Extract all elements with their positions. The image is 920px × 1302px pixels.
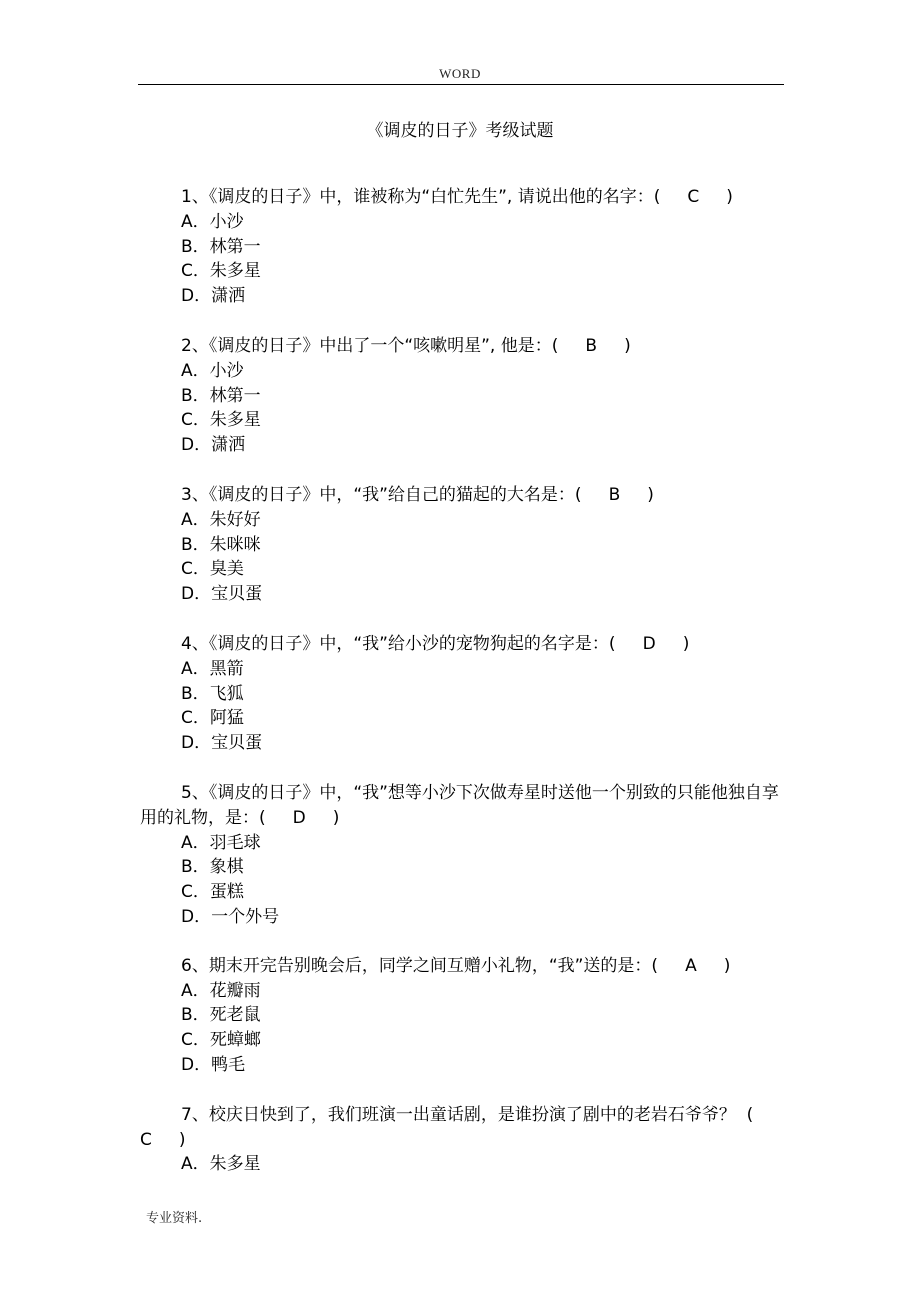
answer-option-a: A．朱多星 — [181, 1154, 261, 1175]
answer-option-c: C．朱多星 — [181, 261, 261, 282]
question-stem: 7、校庆日快到了，我们班演一出童话剧，是谁扮演了剧中的老岩石爷爷？ ( C ) — [140, 1104, 781, 1150]
answer-option-b: B．象棋 — [181, 857, 244, 878]
answer-option-a: A．羽毛球 — [181, 832, 261, 853]
answer-option-b: B．死老鼠 — [181, 1005, 261, 1026]
answer-option-c: C．朱多星 — [181, 410, 261, 431]
question-stem: 3、《调皮的日子》中，“我”给自己的猫起的大名是：( B ) — [181, 484, 654, 505]
answer-option-a: A．小沙 — [181, 211, 244, 232]
answer-option-b: B．朱咪咪 — [181, 534, 261, 555]
answer-option-d: D．宝贝蛋 — [181, 733, 263, 754]
question-7 — [140, 1103, 786, 1177]
answer-option-b: B．飞狐 — [181, 683, 244, 704]
answer-option-a: A．花瓣雨 — [181, 980, 261, 1001]
answer-option-b: B．林第一 — [181, 236, 261, 257]
answer-option-d: D．潇洒 — [181, 435, 246, 456]
answer-option-c: C．蛋糕 — [181, 882, 244, 903]
answer-option-a: A．小沙 — [181, 360, 244, 381]
answer-option-c: C．臭美 — [181, 559, 244, 580]
answer-option-b: B．林第一 — [181, 385, 261, 406]
page-footer-label: 专业资料. — [146, 1211, 203, 1226]
question-stem: 2、《调皮的日子》中出了一个“咳嗽明星”, 他是：( B ) — [181, 335, 631, 356]
header-divider — [138, 84, 784, 85]
answer-option-c: C．死蟑螂 — [181, 1030, 261, 1051]
question-4 — [140, 632, 786, 756]
question-1 — [140, 185, 786, 309]
document-title: 《调皮的日子》考级试题 — [366, 121, 554, 141]
question-stem: 1、《调皮的日子》中，谁被称为“白忙先生”, 请说出他的名字：( C ) — [181, 187, 733, 207]
question-3 — [140, 483, 786, 607]
answer-option-d: D．一个外号 — [181, 906, 280, 927]
answer-option-a: A．朱好好 — [181, 509, 261, 530]
question-stem: 4、《调皮的日子》中，“我”给小沙的宠物狗起的名字是：( D ) — [181, 633, 690, 654]
question-list — [140, 185, 786, 1202]
question-stem: 6、期末开完告别晚会后，同学之间互赠小礼物，“我”送的是：( A ) — [181, 955, 731, 976]
answer-option-d: D．鸭毛 — [181, 1054, 246, 1075]
question-5 — [140, 781, 786, 930]
answer-option-d: D．潇洒 — [181, 286, 246, 307]
answer-option-d: D．宝贝蛋 — [181, 584, 263, 605]
question-6 — [140, 954, 786, 1078]
answer-option-a: A．黑箭 — [181, 658, 244, 679]
answer-option-c: C．阿猛 — [181, 708, 244, 729]
question-stem: 5、《调皮的日子》中，“我”想等小沙下次做寿星时送他一个别致的只能他独自享用的礼物，是：( D ) — [140, 782, 779, 828]
page-header-label: WORD — [439, 66, 481, 81]
question-2 — [140, 334, 786, 458]
